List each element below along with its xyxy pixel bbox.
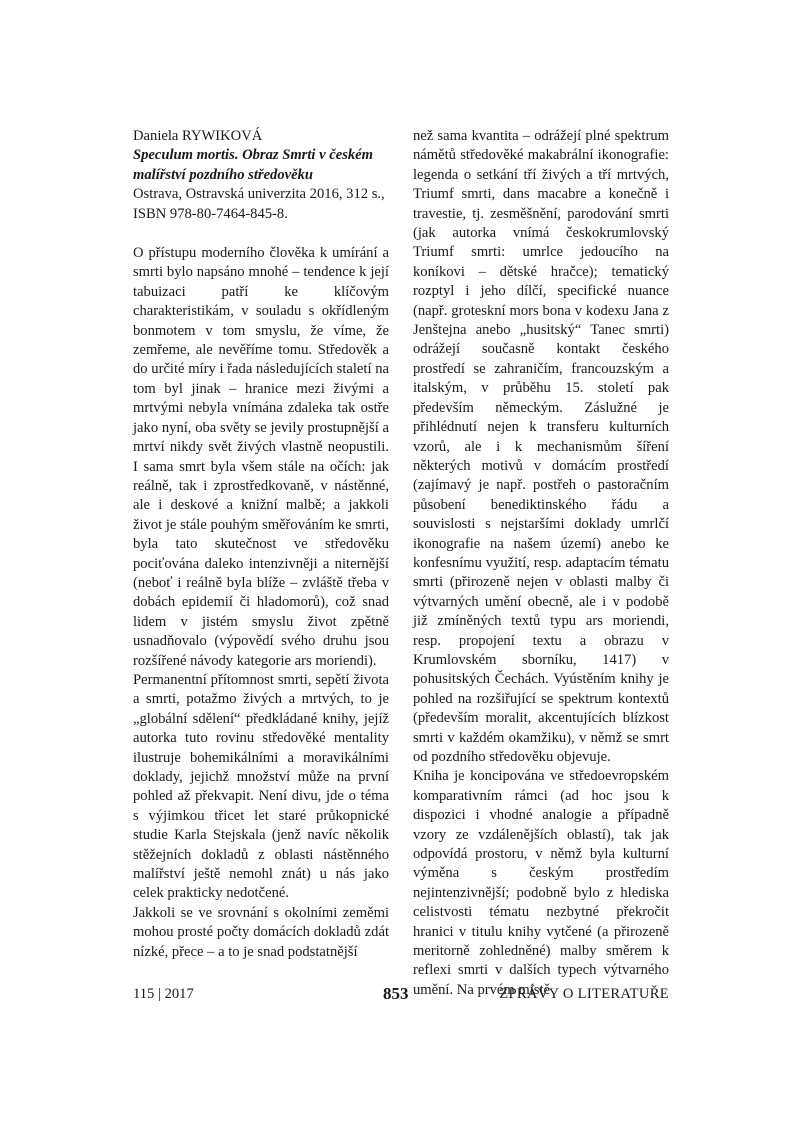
book-publication: Ostrava, Ostravská univerzita 2016, 312 s., <box>133 186 385 203</box>
paragraph: Kniha je koncipována ve středoevropském komparativním rámci (ad hoc jsou k dispozici i vhodné analogie a případně vzory ze vzdálenějších oblastí), tak jak odpovídá prostoru, v němž byla kulturní výměna s českým prostředím nejintenzivnější; podobně bylo z hlediska celistvosti tématu nezbytné překročit hranici v titulu knihy vytčené (a přirozeně meritorně zohledněné) malby směrem k reflexi smrti v dalších typech výtvarného umění. Na prvém místě <box>413 768 669 998</box>
page-number: 853 <box>383 984 409 1003</box>
book-title: Speculum mortis. Obraz Smrti v českém malířství pozdního středověku <box>133 147 373 183</box>
bibliographic-entry <box>133 127 389 224</box>
book-isbn: ISBN 978-80-7464-845-8. <box>133 205 288 222</box>
left-column <box>133 127 389 962</box>
issue-number: 115 | 2017 <box>133 986 194 1002</box>
journal-name: ZPRÁVY O LITERATUŘE <box>499 986 669 1002</box>
book-author <box>133 127 389 146</box>
paragraph: Permanentní přítomnost smrti, sepětí života a smrti, potažmo živých a mrtvých, to je „globální sdělení“ předkládané knihy, jejíž autorka tuto rovinu středověké mentality ilustruje bohemikálními a moravikálními doklady, jejichž množství může na první pohled až překvapit. Není divu, jde o téma s výjimkou třicet let staré průkopnické studie Karla Stejskala (jenž navíc několik stěžejních dokladů z oblasti nástěnného malířství ještě nemohl znát) u nás jako celek prakticky nedotčené. <box>133 671 389 902</box>
page-footer <box>133 984 669 1008</box>
right-column <box>413 127 669 1000</box>
author-last-name: RYWIKOVÁ <box>182 128 263 144</box>
paragraph: O přístupu moderního člověka k umírání a smrti bylo napsáno mnohé – tendence k její tabuizaci patří ke klíčovým charakteristikám, v souladu s okřídleným bonmotem v tom smyslu, že víme, že zemřeme, ale nevěříme tomu. Středověk a do určité míry i řada následujících staletí na tom byl jinak – hranice mezi živými a mrtvými nebyla vnímána zdaleka tak ostře jako nyní, oba světy se jevily prostupnější a mrtví nikdy svět živých vlastně neopustili. I sama smrt byla všem stále na očích: jak reálně, tak i zprostředkovaně, v nástěnné, ale i deskové a knižní malbě; a jakkoli život je stále pouhým směřováním ke smrti, byla tato skutečnost ve středověku pociťována daleko intenzivněji a niternější (neboť i reálně byla blíže – zvláště třeba v dobách epidemií či hladomorů), což snad lidem v jistém smyslu život zpětně usnadňovalo (výpovědí svého druhu jsou rozšířené návody kategorie ars moriendi). <box>133 245 389 669</box>
paragraph: než sama kvantita – odrážejí plné spektrum námětů středověké makabrální ikonografie: legenda o setkání tří živých a tří mrtvých, Triumf smrti, dans macabre a konečně i travestie, tj. zesměšnění, parodování smrti (jak autorka vnímá českokrumlovský Triumf smrti: umrlce jedoucího na koníkovi – dětské hračce); tematický rozptyl i jeho dílčí, specifické nuance (např. groteskní mors bona v kodexu Jana z Jenštejna anebo „husitský“ Tanec smrti) odrážejí současně kontakt českého prostředí se zahraničím, francouzským a italským, v průběhu 15. století pak především německým. Záslužné je přihlédnutí nejen k transferu kulturních vzorů, ale i k mechanismům šíření některých motivů v domácím prostředí (zajímavý je např. postřeh o pastoračním působení benediktinského řádu a souvislosti s nejstaršími doklady umrlčí ikonografie na našem území) anebo ke konfesnímu využití, resp. adaptacím tématu smrti (přirozeně nejen v oblasti malby či výtvarných umění obecně, ale i v podobě již zmíněných textů typu ars moriendi, resp. propojení textu a obrazu v Krumlovském sborníku, 1417) v pohusitských Čechách. Vyústěním knihy je pohled na rozšiřující se spektrum kontextů (především moralit, akcentujících blízkost smrti v každém okamžiku), v němž se smrt od pozdního středověku objevuje. <box>413 128 669 765</box>
paragraph: Jakkoli se ve srovnání s okolními zeměmi mohou prosté počty domácích dokladů zdát nízké, přece – a to je snad podstatnější <box>133 904 389 960</box>
author-first-name: Daniela <box>133 128 183 144</box>
